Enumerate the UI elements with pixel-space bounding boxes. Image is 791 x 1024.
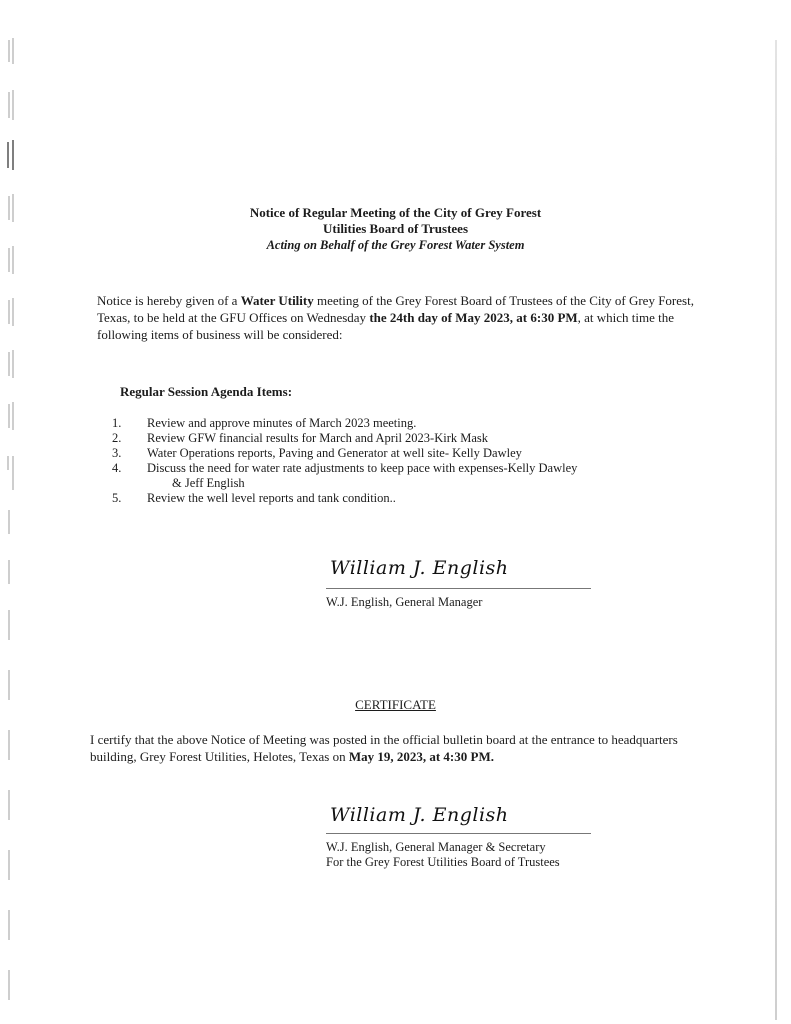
- header-tagline: Acting on Behalf of the Grey Forest Water System: [266, 238, 525, 252]
- agenda-heading: Regular Session Agenda Items:: [120, 384, 293, 399]
- handwritten-signature: William J. English: [330, 557, 509, 579]
- agenda-item-continuation: & Jeff English: [172, 476, 245, 490]
- notice-bold-date: the 24th day of May 2023, at 6:30 PM: [369, 310, 578, 325]
- agenda-item-text: Water Operations reports, Paving and Generator at well site- Kelly Dawley: [147, 446, 522, 460]
- agenda-item-number: 5.: [112, 491, 122, 505]
- agenda-item-text: Review GFW financial results for March and April 2023-Kirk Mask: [147, 431, 489, 445]
- agenda-item: [112, 446, 702, 461]
- signature-block-secretary: [326, 804, 596, 870]
- certificate-paragraph: [90, 731, 695, 765]
- agenda-list: [112, 416, 702, 506]
- agenda-item-number: 1.: [112, 416, 122, 430]
- meeting-header: [0, 205, 791, 253]
- agenda-item-number: 3.: [112, 446, 122, 460]
- notice-text: meeting of the Grey Forest Board of Trustees of the City of Grey Forest, Texas, to be held at the GFU Offices on Wednesday: [97, 293, 694, 325]
- certificate-bold-date: May 19, 2023, at 4:30 PM.: [348, 749, 494, 764]
- agenda-item-text: Review and approve minutes of March 2023 meeting.: [147, 416, 417, 430]
- notice-paragraph: [97, 292, 697, 343]
- signature-line: [326, 833, 591, 834]
- certificate-title: CERTIFICATE: [355, 697, 436, 712]
- agenda-item: [112, 491, 702, 506]
- certificate-text: I certify that the above Notice of Meeting was posted in the official bulletin board at the entrance to headquarters building, Grey Forest Utilities, Helotes, Texas on: [90, 732, 678, 764]
- handwritten-signature: William J. English: [330, 804, 509, 826]
- notice-bold-utility: Water Utility: [240, 293, 314, 308]
- signer-name: W.J. English, General Manager: [326, 595, 483, 609]
- agenda-item: [112, 416, 702, 431]
- notice-text: Notice is hereby given of a: [97, 293, 241, 308]
- signature-block-manager: [326, 557, 596, 610]
- agenda-item-text: Review the well level reports and tank condition..: [147, 491, 396, 505]
- agenda-item-number: 2.: [112, 431, 122, 445]
- agenda-item-number: 4.: [112, 461, 122, 475]
- scan-edge-line: [775, 40, 777, 1020]
- header-subtitle: Utilities Board of Trustees: [322, 221, 469, 236]
- signer-name: W.J. English, General Manager & Secretary: [326, 840, 546, 854]
- signer-affiliation: For the Grey Forest Utilities Board of Trustees: [326, 855, 560, 869]
- notice-text: , at which time the following items of business will be considered:: [97, 310, 675, 342]
- agenda-item: [112, 431, 702, 446]
- signature-line: [326, 588, 591, 589]
- header-title: Notice of Regular Meeting of the City of Grey Forest: [249, 205, 542, 220]
- agenda-item-text: Discuss the need for water rate adjustments to keep pace with expenses-Kelly Dawley: [147, 461, 578, 475]
- scan-hole-marks: [0, 0, 30, 1024]
- agenda-item-text-wrap: [147, 461, 702, 491]
- agenda-item: [112, 461, 702, 491]
